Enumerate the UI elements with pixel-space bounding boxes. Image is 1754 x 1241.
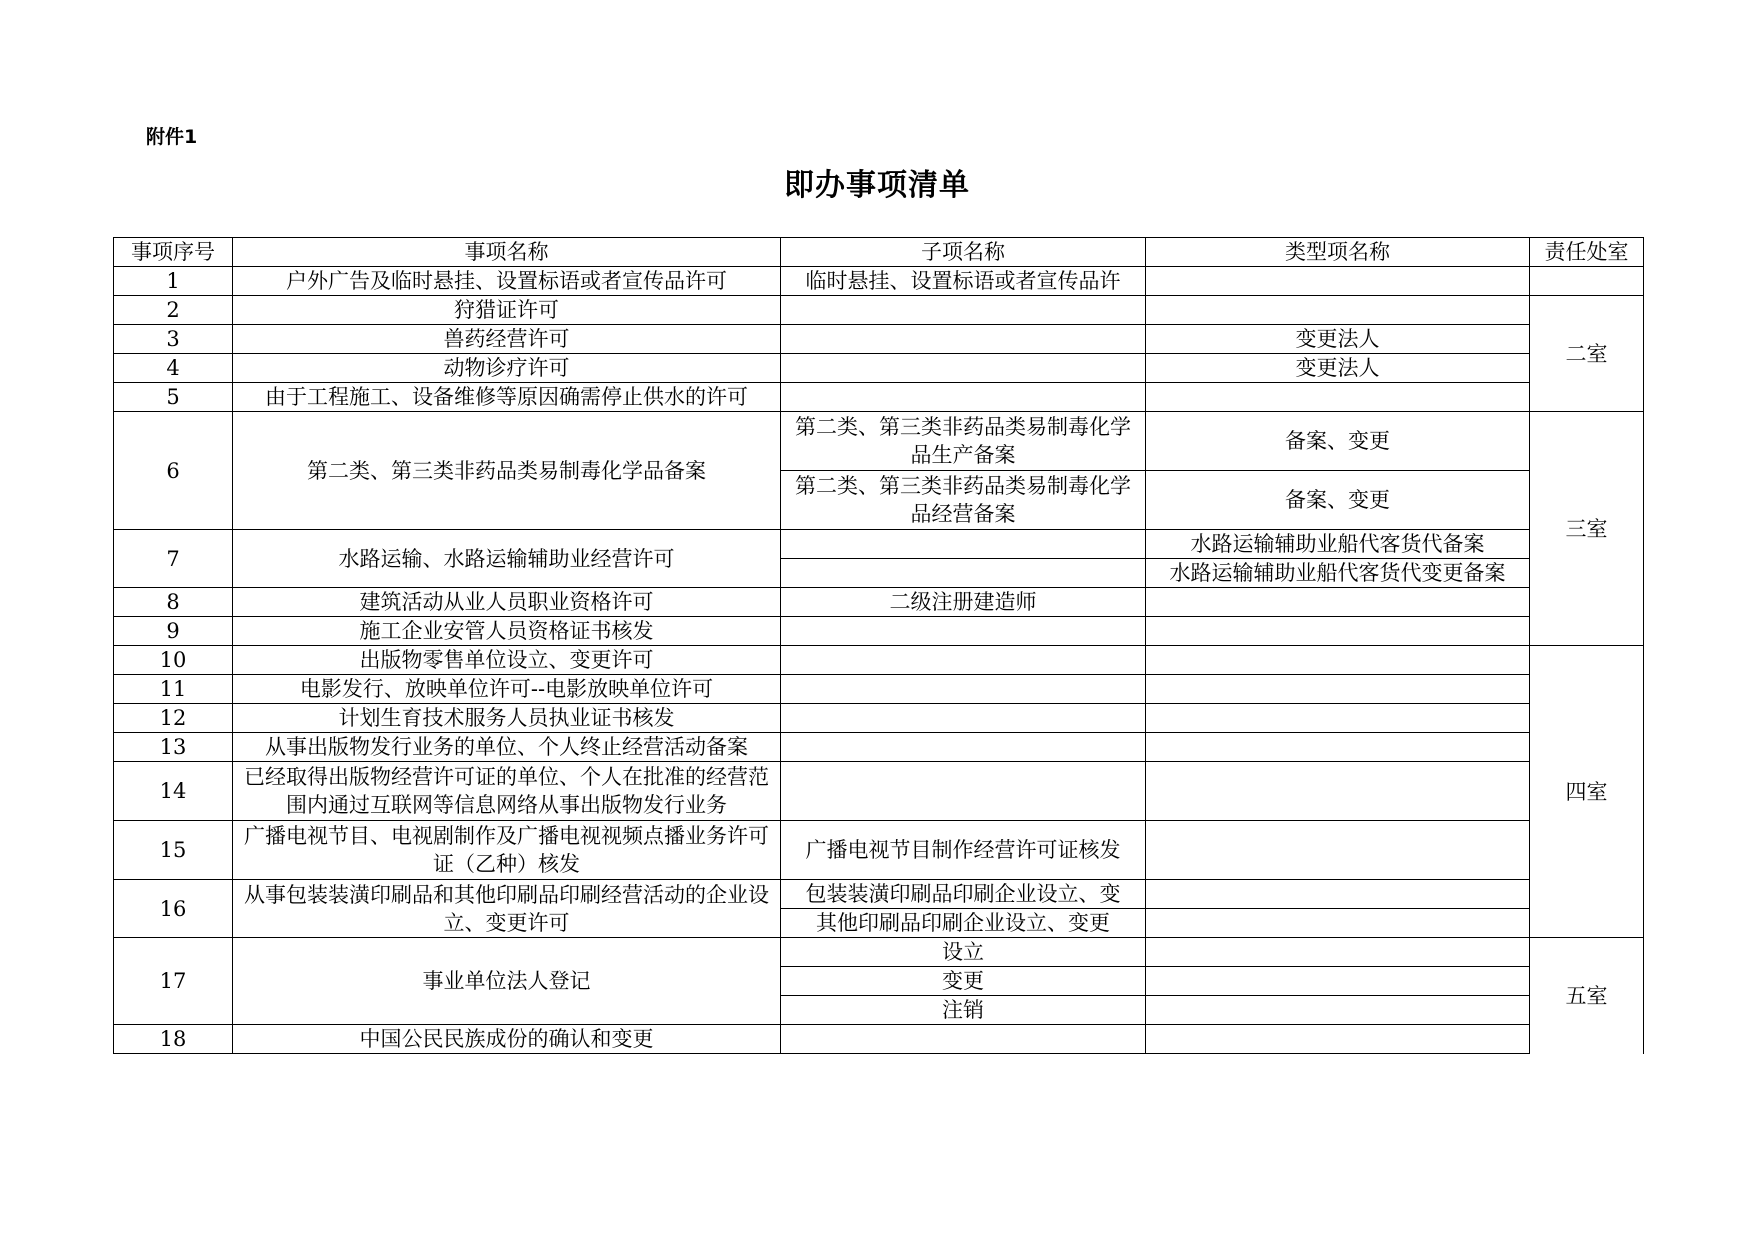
type-name xyxy=(1146,909,1530,938)
document-title: 即办事项清单 xyxy=(784,168,970,203)
item-number: 8 xyxy=(114,588,233,617)
type-name: 水路运输辅助业船代客货代变更备案 xyxy=(1146,559,1530,588)
table-row xyxy=(114,325,1644,354)
type-name xyxy=(1146,1025,1530,1054)
responsible-office: 二室 xyxy=(1530,296,1644,412)
item-name: 从事出版物发行业务的单位、个人终止经营活动备案 xyxy=(233,733,781,762)
table-row xyxy=(114,675,1644,704)
item-name: 已经取得出版物经营许可证的单位、个人在批准的经营范围内通过互联网等信息网络从事出版物发行业务 xyxy=(233,762,781,821)
item-name: 动物诊疗许可 xyxy=(233,354,781,383)
item-name: 水路运输、水路运输辅助业经营许可 xyxy=(233,530,781,588)
item-number: 11 xyxy=(114,675,233,704)
sub-item-name xyxy=(781,559,1146,588)
item-name: 出版物零售单位设立、变更许可 xyxy=(233,646,781,675)
type-name xyxy=(1146,733,1530,762)
sub-item-name: 临时悬挂、设置标语或者宣传品许 xyxy=(781,267,1146,296)
type-name xyxy=(1146,938,1530,967)
type-name xyxy=(1146,383,1530,412)
item-number: 15 xyxy=(114,821,233,880)
sub-item-name: 注销 xyxy=(781,996,1146,1025)
sub-item-name xyxy=(781,646,1146,675)
sub-item-name xyxy=(781,617,1146,646)
sub-item-name xyxy=(781,325,1146,354)
table-row xyxy=(114,296,1644,325)
item-number: 9 xyxy=(114,617,233,646)
sub-item-name xyxy=(781,354,1146,383)
table-row xyxy=(114,617,1644,646)
sub-item-name: 包装装潢印刷品印刷企业设立、变 xyxy=(781,880,1146,909)
table-row xyxy=(114,1025,1644,1054)
responsible-office: 三室 xyxy=(1530,412,1644,646)
item-number: 1 xyxy=(114,267,233,296)
table-row xyxy=(114,412,1644,471)
item-name: 兽药经营许可 xyxy=(233,325,781,354)
responsible-office: 四室 xyxy=(1530,646,1644,938)
type-name: 水路运输辅助业船代客货代备案 xyxy=(1146,530,1530,559)
type-name xyxy=(1146,880,1530,909)
column-header: 事项名称 xyxy=(233,238,781,267)
item-name: 中国公民民族成份的确认和变更 xyxy=(233,1025,781,1054)
item-name: 广播电视节目、电视剧制作及广播电视视频点播业务许可证（乙种）核发 xyxy=(233,821,781,880)
item-number: 5 xyxy=(114,383,233,412)
item-name: 建筑活动从业人员职业资格许可 xyxy=(233,588,781,617)
item-name: 施工企业安管人员资格证书核发 xyxy=(233,617,781,646)
type-name xyxy=(1146,967,1530,996)
attachment-label: 附件1 xyxy=(146,126,198,148)
item-name: 计划生育技术服务人员执业证书核发 xyxy=(233,704,781,733)
sub-item-name xyxy=(781,1025,1146,1054)
item-number: 16 xyxy=(114,880,233,938)
type-name xyxy=(1146,617,1530,646)
column-header: 子项名称 xyxy=(781,238,1146,267)
item-number: 12 xyxy=(114,704,233,733)
type-name: 备案、变更 xyxy=(1146,471,1530,530)
type-name xyxy=(1146,588,1530,617)
office-empty xyxy=(1530,267,1644,296)
table-row xyxy=(114,588,1644,617)
sub-item-name: 广播电视节目制作经营许可证核发 xyxy=(781,821,1146,880)
sub-item-name xyxy=(781,704,1146,733)
table-row xyxy=(114,530,1644,559)
item-number: 14 xyxy=(114,762,233,821)
item-number: 2 xyxy=(114,296,233,325)
sub-item-name xyxy=(781,383,1146,412)
sub-item-name: 变更 xyxy=(781,967,1146,996)
item-number: 13 xyxy=(114,733,233,762)
item-number: 4 xyxy=(114,354,233,383)
table-row xyxy=(114,821,1644,880)
item-name: 事业单位法人登记 xyxy=(233,938,781,1025)
table-row xyxy=(114,880,1644,909)
type-name xyxy=(1146,762,1530,821)
sub-item-name: 设立 xyxy=(781,938,1146,967)
type-name: 变更法人 xyxy=(1146,354,1530,383)
column-header: 责任处室 xyxy=(1530,238,1644,267)
item-number: 10 xyxy=(114,646,233,675)
item-number: 7 xyxy=(114,530,233,588)
item-name: 由于工程施工、设备维修等原因确需停止供水的许可 xyxy=(233,383,781,412)
sub-item-name xyxy=(781,675,1146,704)
item-number: 6 xyxy=(114,412,233,530)
table-row xyxy=(114,383,1644,412)
table-row xyxy=(114,762,1644,821)
sub-item-name: 二级注册建造师 xyxy=(781,588,1146,617)
type-name xyxy=(1146,296,1530,325)
type-name xyxy=(1146,996,1530,1025)
item-name: 第二类、第三类非药品类易制毒化学品备案 xyxy=(233,412,781,530)
table-row xyxy=(114,354,1644,383)
sub-item-name: 第二类、第三类非药品类易制毒化学品生产备案 xyxy=(781,412,1146,471)
type-name: 备案、变更 xyxy=(1146,412,1530,471)
item-name: 户外广告及临时悬挂、设置标语或者宣传品许可 xyxy=(233,267,781,296)
item-number: 18 xyxy=(114,1025,233,1054)
sub-item-name: 第二类、第三类非药品类易制毒化学品经营备案 xyxy=(781,471,1146,530)
type-name xyxy=(1146,704,1530,733)
sub-item-name: 其他印刷品印刷企业设立、变更 xyxy=(781,909,1146,938)
sub-item-name xyxy=(781,762,1146,821)
table-row xyxy=(114,704,1644,733)
table-header-row xyxy=(114,238,1644,267)
table-row xyxy=(114,267,1644,296)
item-list-table xyxy=(113,237,1644,1054)
item-number: 17 xyxy=(114,938,233,1025)
table-row xyxy=(114,938,1644,967)
table-row xyxy=(114,646,1644,675)
item-name: 从事包装装潢印刷品和其他印刷品印刷经营活动的企业设立、变更许可 xyxy=(233,880,781,938)
type-name xyxy=(1146,821,1530,880)
item-name: 电影发行、放映单位许可--电影放映单位许可 xyxy=(233,675,781,704)
type-name xyxy=(1146,267,1530,296)
responsible-office: 五室 xyxy=(1530,938,1644,1054)
type-name xyxy=(1146,646,1530,675)
type-name: 变更法人 xyxy=(1146,325,1530,354)
column-header: 类型项名称 xyxy=(1146,238,1530,267)
sub-item-name xyxy=(781,530,1146,559)
type-name xyxy=(1146,675,1530,704)
sub-item-name xyxy=(781,733,1146,762)
sub-item-name xyxy=(781,296,1146,325)
item-number: 3 xyxy=(114,325,233,354)
table-row xyxy=(114,733,1644,762)
item-name: 狩猎证许可 xyxy=(233,296,781,325)
column-header: 事项序号 xyxy=(114,238,233,267)
